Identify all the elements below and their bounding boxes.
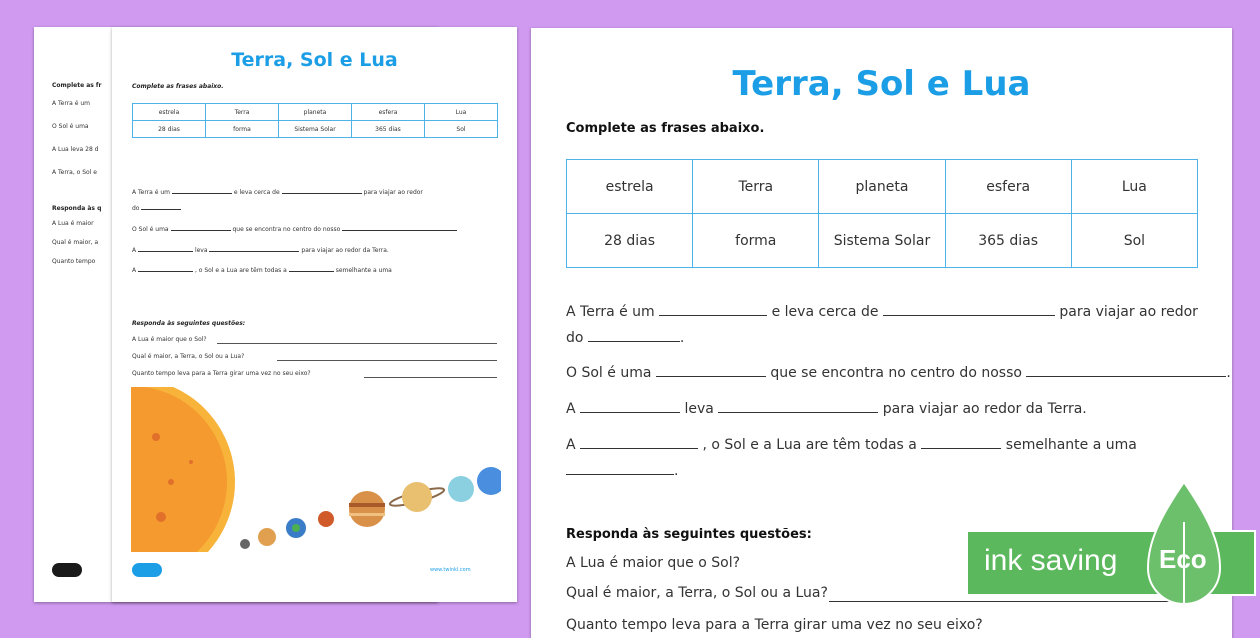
mars-icon xyxy=(318,511,334,527)
s3-b: leva xyxy=(684,401,714,417)
back-question-3: Quanto tempo xyxy=(52,258,96,265)
small-question-2: Qual é maior, a Terra, o Sol ou a Lua? xyxy=(132,353,245,360)
small-s3-a: A xyxy=(132,247,137,254)
saturn-icon xyxy=(402,482,432,512)
small-word-cell: Lua xyxy=(425,104,498,121)
small-page-title: Terra, Sol e Lua xyxy=(231,49,398,71)
small-s1-d: do xyxy=(132,205,140,212)
small-sentence-2 xyxy=(132,224,457,233)
blank-line xyxy=(718,400,878,413)
back-line-4: A Terra, o Sol e xyxy=(52,169,97,176)
solar-system-illustration xyxy=(131,387,501,552)
word-cell: 28 dias xyxy=(567,214,693,268)
small-instruction: Complete as frases abaixo. xyxy=(132,83,224,90)
small-s1-c: para viajar ao redor xyxy=(363,189,423,196)
small-blank xyxy=(172,187,232,194)
small-word-cell: Sistema Solar xyxy=(279,121,352,138)
small-word-row xyxy=(133,121,498,138)
word-cell: esfera xyxy=(945,160,1071,214)
back-questions-heading: Responda às q xyxy=(52,205,102,212)
back-line-1: A Terra é um xyxy=(52,100,91,107)
question-1: A Lua é maior que o Sol? xyxy=(566,555,741,571)
word-cell: Terra xyxy=(693,160,819,214)
word-cell: estrela xyxy=(567,160,693,214)
small-word-cell: esfera xyxy=(352,104,425,121)
eco-label: Eco xyxy=(1159,544,1207,574)
twinkl-logo xyxy=(132,563,162,577)
small-blank xyxy=(138,265,193,272)
questions-heading: Responda às seguintes questões: xyxy=(566,527,812,542)
back-line-2: O Sol é uma xyxy=(52,123,89,130)
instruction-text: Complete as frases abaixo. xyxy=(566,121,765,136)
small-word-cell: Terra xyxy=(206,104,279,121)
word-bank xyxy=(566,159,1198,268)
s3-a: A xyxy=(566,401,576,417)
s4-b: , o Sol e a Lua are têm todas a xyxy=(702,437,917,453)
blank-line xyxy=(566,462,674,475)
uranus-icon xyxy=(448,476,474,502)
word-cell: planeta xyxy=(819,160,945,214)
word-bank-row xyxy=(567,160,1198,214)
small-s4-a: A xyxy=(132,267,137,274)
small-word-row xyxy=(133,104,498,121)
small-s1-b: e leva cerca de xyxy=(233,189,280,196)
s3-c: para viajar ao redor da Terra. xyxy=(882,401,1087,417)
word-cell: Sistema Solar xyxy=(819,214,945,268)
footer-url: www.twinkl.com xyxy=(430,567,471,573)
small-s2-a: O Sol é uma xyxy=(132,226,169,233)
sentence-1 xyxy=(566,303,1198,320)
small-s3-b: leva xyxy=(194,247,208,254)
blank-line xyxy=(921,436,1001,449)
s4-a: A xyxy=(566,437,576,453)
small-questions-heading: Responda às seguintes questões: xyxy=(132,320,246,327)
small-s3-c: para viajar ao redor da Terra. xyxy=(301,247,389,254)
back-instruction: Complete as fr xyxy=(52,82,102,89)
small-question-3: Quanto tempo leva para a Terra girar uma vez no seu eixo? xyxy=(132,370,311,377)
s1-c: para viajar ao redor xyxy=(1059,304,1198,320)
blank-line xyxy=(580,436,698,449)
small-s4-c: semelhante a uma xyxy=(335,267,392,274)
back-question-1: A Lua é maior xyxy=(52,220,94,227)
small-sentence-3 xyxy=(132,245,389,254)
small-s1-a: A Terra é um xyxy=(132,189,171,196)
small-answer-line xyxy=(217,343,497,344)
word-cell: forma xyxy=(693,214,819,268)
front-worksheet-page xyxy=(112,27,517,602)
sentence-2: O Sol é uma que se encontra no centro do nosso . xyxy=(566,365,1231,381)
small-answer-line xyxy=(277,360,497,361)
small-sentence-1-cont xyxy=(132,203,181,212)
small-word-cell: Sol xyxy=(425,121,498,138)
blank-line xyxy=(588,329,680,342)
word-cell: Sol xyxy=(1071,214,1197,268)
venus-icon xyxy=(258,528,276,546)
small-word-cell: estrela xyxy=(133,104,206,121)
s4-c: semelhante a uma xyxy=(1005,437,1137,453)
blank-line xyxy=(656,364,766,377)
s1-a: A Terra é um xyxy=(566,304,655,320)
small-word-cell: 365 dias xyxy=(352,121,425,138)
mercury-icon xyxy=(240,539,250,549)
small-question-1: A Lua é maior que o Sol? xyxy=(132,336,207,343)
small-blank xyxy=(138,245,193,252)
jupiter-icon xyxy=(349,491,385,527)
s2-a: O Sol é uma xyxy=(566,365,652,381)
blank-line xyxy=(580,400,680,413)
sun-icon xyxy=(131,387,235,552)
s1-d: do xyxy=(566,330,584,346)
blank-line xyxy=(659,303,767,316)
blank-line xyxy=(883,303,1055,316)
small-sentence-1 xyxy=(132,187,423,196)
ink-saving-text: ink saving xyxy=(984,544,1118,577)
question-2: Qual é maior, a Terra, o Sol ou a Lua? xyxy=(566,585,828,601)
sentence-4-cont: . xyxy=(566,462,678,479)
small-answer-line xyxy=(364,377,497,378)
small-s2-b: que se encontra no centro do nosso xyxy=(232,226,341,233)
question-3: Quanto tempo leva para a Terra girar uma vez no seu eixo? xyxy=(566,617,983,633)
small-blank xyxy=(209,245,299,252)
page-title: Terra, Sol e Lua xyxy=(732,64,1031,104)
twinkl-logo xyxy=(52,563,82,577)
word-cell: 365 dias xyxy=(945,214,1071,268)
sentence-1-cont: do . xyxy=(566,330,685,346)
small-sentence-4 xyxy=(132,265,392,274)
back-line-3: A Lua leva 28 d xyxy=(52,146,99,153)
small-word-cell: 28 dias xyxy=(133,121,206,138)
back-question-2: Qual é maior, a xyxy=(52,239,99,246)
small-s4-b: , o Sol e a Lua are têm todas a xyxy=(194,267,287,274)
small-blank xyxy=(171,224,231,231)
small-word-bank xyxy=(132,103,498,138)
small-word-cell: planeta xyxy=(279,104,352,121)
word-cell: Lua xyxy=(1071,160,1197,214)
s1-b: e leva cerca de xyxy=(771,304,879,320)
sentence-3 xyxy=(566,400,1087,417)
s2-b: que se encontra no centro do nosso xyxy=(770,365,1022,381)
small-blank xyxy=(141,203,181,210)
small-blank xyxy=(289,265,334,272)
neptune-icon xyxy=(477,467,501,495)
word-bank-row xyxy=(567,214,1198,268)
small-blank xyxy=(282,187,362,194)
sentence-4 xyxy=(566,436,1137,453)
small-word-cell: forma xyxy=(206,121,279,138)
small-blank xyxy=(342,224,457,231)
blank-line xyxy=(1026,364,1226,377)
